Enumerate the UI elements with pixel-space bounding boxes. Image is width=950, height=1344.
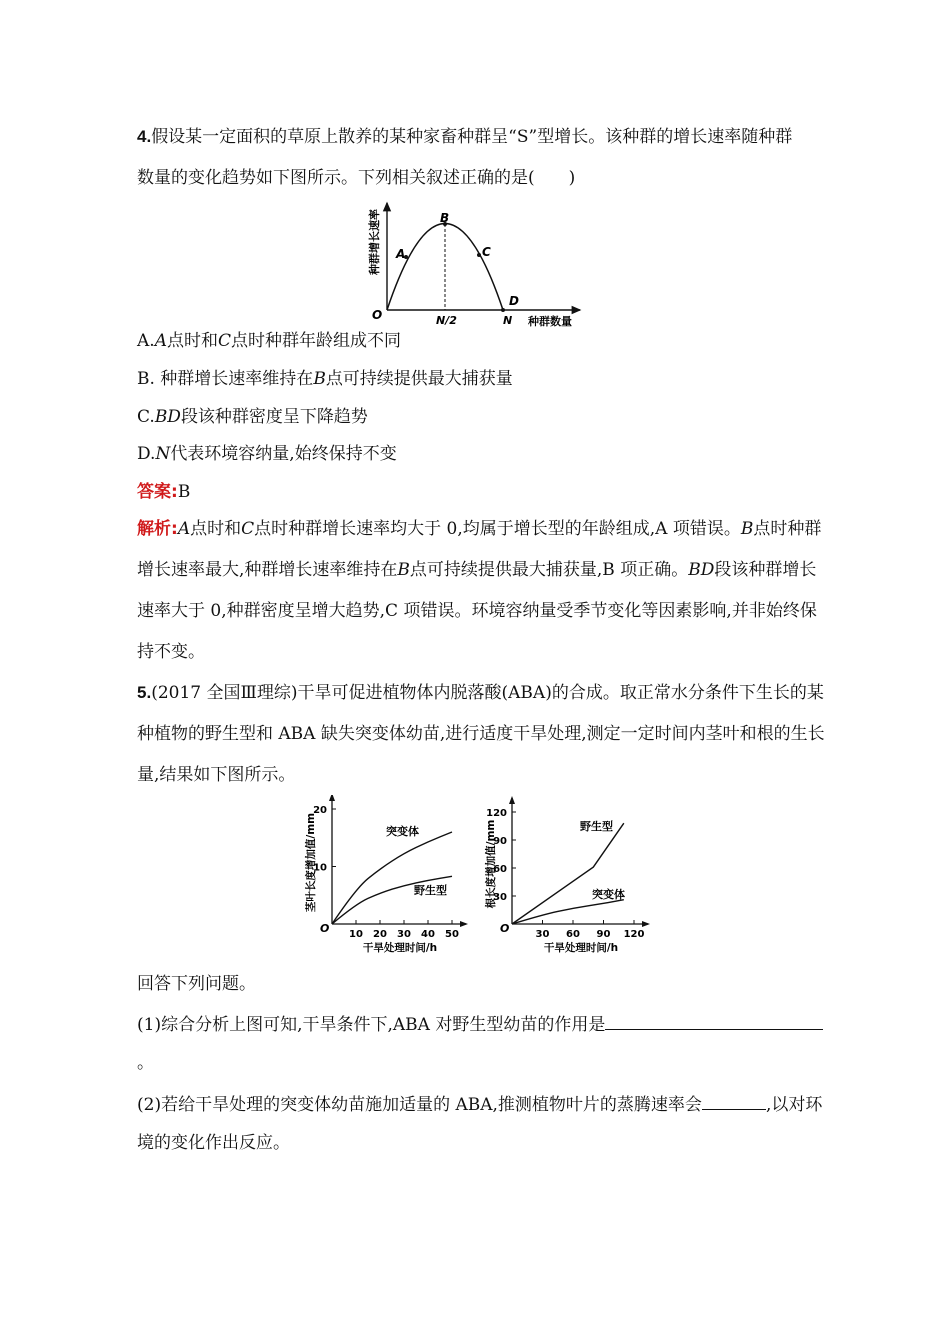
q5-right-series-label: 野生型	[580, 820, 613, 833]
q5-sub1-answer-blank[interactable]	[605, 1013, 823, 1030]
q4-tick-end: N	[503, 314, 513, 327]
q5-left-x-tick-label: 10	[349, 929, 363, 940]
q5-left-x-tick-label: 30	[397, 929, 411, 940]
q4-option-c: C.BD段该种群密度呈下降趋势	[137, 407, 368, 427]
q5-sub2-line2: 境的变化作出反应。	[137, 1133, 290, 1153]
q5-right-x-tick-label: 90	[596, 929, 611, 940]
q5-left-xlabel: 干旱处理时间/h	[362, 942, 438, 954]
q5-left-x-tick-label: 50	[445, 929, 459, 940]
q5-right-y-tick-label: 90	[493, 836, 507, 847]
q4-point-d	[501, 308, 505, 312]
q5-right-xlabel: 干旱处理时间/h	[543, 942, 619, 954]
q5-right-y-tick-label: 60	[493, 864, 507, 875]
q5-left-y-arrow	[329, 795, 335, 801]
q5-right-x-tick-label: 120	[623, 929, 645, 940]
q4-growth-rate-figure	[358, 197, 588, 332]
q4-analysis-line4: 持不变。	[137, 642, 205, 662]
q4-analysis-line3: 速率大于 0,种群密度呈增大趋势,C 项错误。环境容纳量受季节变化等因素影响,并非始终保	[137, 601, 817, 621]
q5-right-series-label: 突变体	[592, 888, 625, 901]
q5-right-x-tick-label: 60	[566, 929, 580, 940]
q5-right-y-tick-label: 120	[486, 808, 507, 819]
q5-sub2-answer-blank[interactable]	[702, 1093, 766, 1110]
q4-option-b: B. 种群增长速率维持在B点可持续提供最大捕获量	[137, 369, 513, 389]
q5-left-y-tick-label: 20	[313, 805, 327, 816]
q5-right-x-tick-label: 30	[535, 929, 550, 940]
q4-answer: 答案:B	[137, 482, 191, 502]
q5-left-series-label: 突变体	[386, 825, 419, 838]
q4-option-d: D.N代表环境容纳量,始终保持不变	[137, 444, 397, 464]
q5-stem-line3: 量,结果如下图所示。	[137, 765, 296, 785]
q5-sub2: (2)若给干旱处理的突变体幼苗施加适量的 ABA,推测植物叶片的蒸腾速率会 ,以对环	[137, 1095, 823, 1115]
q5-sub1: (1)综合分析上图可知,干旱条件下,ABA 对野生型幼苗的作用是	[137, 1013, 823, 1035]
q5-right-y-arrow	[509, 796, 515, 804]
q4-analysis-line2: 增长速率最大,种群增长速率维持在B点可持续提供最大捕获量,B 项正确。BD段该种群增长	[137, 560, 817, 580]
q4-stem-line1: 4.假设某一定面积的草原上散养的某种家畜种群呈“S”型增长。该种群的增长速率随种群	[137, 127, 793, 147]
q4-label-a: A	[396, 247, 406, 261]
q4-analysis-line1: 解析:A点时和C点时种群增长速率均大于 0,均属于增长型的年龄组成,A 项错误。B点时种群	[137, 519, 822, 539]
q5-left-ylabel: 茎叶长度增加值/mm	[305, 812, 317, 913]
q4-origin: O	[372, 308, 383, 322]
q4-label-c: C	[482, 245, 491, 259]
q5-right-ylabel: 根长度增加值/mm	[485, 819, 497, 909]
q5-stem-line2: 种植物的野生型和 ABA 缺失突变体幼苗,进行适度干旱处理,测定一定时间内茎叶和根的生长	[137, 724, 825, 744]
q5-chart-root	[476, 795, 661, 955]
q5-right-origin: O	[500, 922, 510, 935]
q4-tick-mid: N/2	[436, 314, 457, 327]
q4-ylabel: 种群增长速率	[368, 209, 381, 275]
q5-left-y-tick-label: 10	[313, 862, 327, 874]
q4-stem-line2: 数量的变化趋势如下图所示。下列相关叙述正确的是( )	[137, 168, 576, 188]
q5-left-x-tick-label: 20	[373, 929, 387, 940]
q4-label-b: B	[440, 211, 450, 225]
q4-option-a: A.A点时和C点时种群年龄组成不同	[137, 331, 401, 351]
q5-stem-line1: 5.(2017 全国Ⅲ理综)干旱可促进植物体内脱落酸(ABA)的合成。取正常水分条件下生长的某	[137, 683, 824, 703]
q5-number: 5.	[137, 683, 152, 702]
q5-right-y-tick-label: 30	[493, 892, 507, 903]
q5-sub1-end: 。	[137, 1053, 154, 1073]
q5-left-series-label: 野生型	[414, 884, 447, 897]
q4-point-c	[477, 253, 481, 257]
q4-label-d: D	[509, 294, 519, 308]
q5-left-origin: O	[320, 922, 330, 935]
q5-chart-stem-leaf	[296, 795, 471, 955]
q5-prompt: 回答下列问题。	[137, 974, 256, 994]
q5-left-x-tick-label: 40	[421, 929, 435, 940]
q4-xlabel: 种群数量	[528, 315, 572, 328]
q5-left-x-arrow	[460, 921, 468, 927]
q5-right-x-arrow	[642, 921, 650, 927]
q4-number: 4.	[137, 127, 152, 146]
